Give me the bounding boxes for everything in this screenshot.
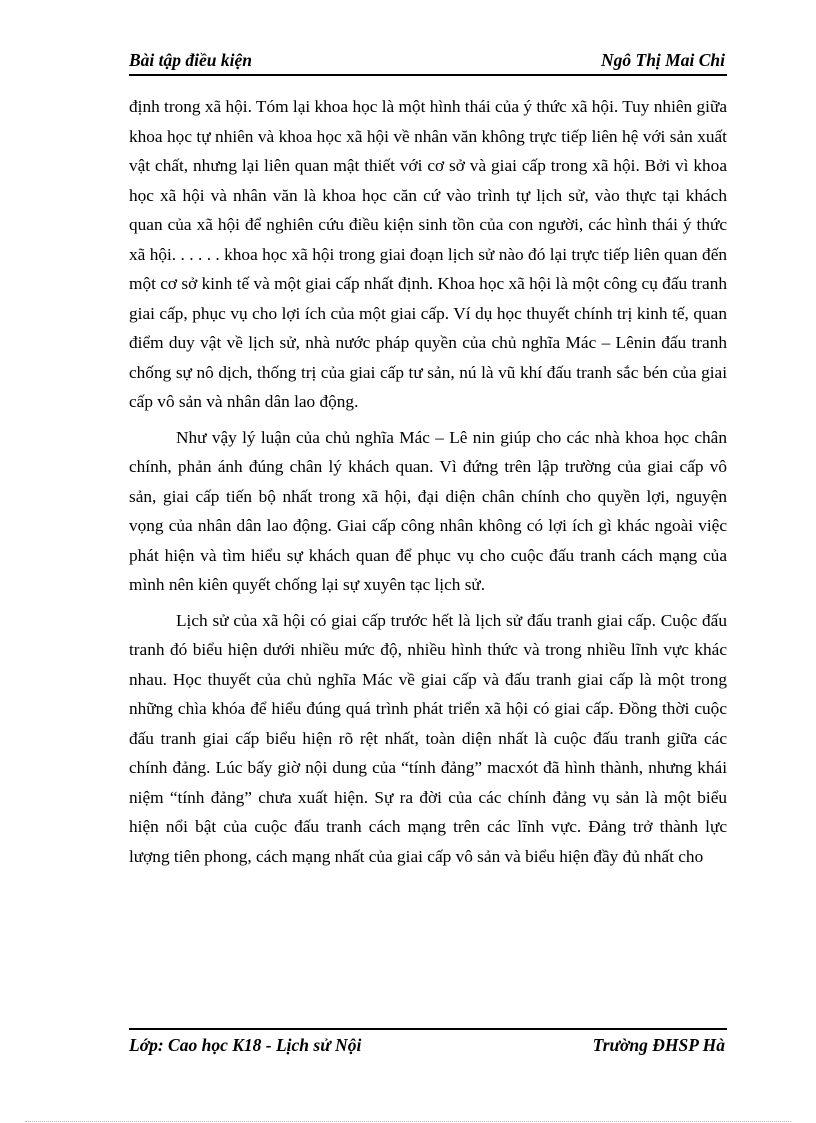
body-paragraph-2: Như vậy lý luận của chủ nghĩa Mác – Lê nin giúp cho các nhà khoa học chân chính, phản ánh đúng chân lý khách quan. Vì đứng trên lập trường của giai cấp vô sản, giai cấp tiến bộ nhất trong xã hội, đại diện chân chính cho quyền lợi, nguyện vọng của nhân dân lao động. Giai cấp công nhân không có lợi ích gì khác ngoài việc phát hiện và tìm hiểu sự khách quan để phục vụ cho cuộc đấu tranh cách mạng của mình nên kiên quyết chống lại sự xuyên tạc lịch sử. bbox=[129, 427, 727, 594]
footer-class-info: Lớp: Cao học K18 - Lịch sử Nội bbox=[129, 1035, 362, 1055]
document-body bbox=[129, 92, 727, 871]
header-author-name: Ngô Thị Mai Chi bbox=[601, 50, 725, 70]
body-paragraph-1: định trong xã hội. Tóm lại khoa học là một hình thái của ý thức xã hội. Tuy nhiên giữa khoa học tự nhiên và khoa học xã hội về nhân văn không trực tiếp liên hệ với sản xuất vật chất, nhưng lại liên quan mật thiết với cơ sở và giai cấp trong xã hội. Bởi vì khoa học xã hội và nhân văn là khoa học căn cứ vào trình tự lịch sử, vào thực tại khách quan của xã hội để nghiên cứu điều kiện sinh tồn của con người, các hình thái ý thức xã hội. . . . . . khoa học xã hội trong giai đoạn lịch sử nào đó lại trực tiếp liên quan đến một cơ sở kinh tế và một giai cấp nhất định. Khoa học xã hội là một công cụ đấu tranh giai cấp, phục vụ cho lợi ích của một giai cấp. Ví dụ học thuyết chính trị kinh tế, quan điểm duy vật về lịch sử, nhà nước pháp quyền của chủ nghĩa Mác – Lênin đấu tranh chống sự nô dịch, thống trị của giai cấp tư sản, nú là vũ khí đấu tranh sắc bén của giai cấp vô sản và nhân dân lao động. bbox=[129, 97, 727, 411]
header-document-title: Bài tập điều kiện bbox=[129, 50, 252, 70]
page-header bbox=[129, 48, 727, 76]
body-paragraph-3: Lịch sử của xã hội có giai cấp trước hết là lịch sử đấu tranh giai cấp. Cuộc đấu tranh đó biểu hiện dưới nhiều mức độ, nhiều hình thức và trong nhiều lĩnh vực khác nhau. Học thuyết của chủ nghĩa Mác về giai cấp và đấu tranh giai cấp là một trong những chìa khóa để hiểu đúng quá trình phát triển xã hội có giai cấp. Đồng thời cuộc đấu tranh giai cấp biểu hiện rõ rệt nhất, toàn diện nhất là cuộc đấu tranh giữa các chính đảng. Lúc bấy giờ nội dung của “tính đảng” macxót đã hình thành, nhưng khái niệm “tính đảng” chưa xuất hiện. Sự ra đời của các chính đảng vụ sản là một biểu hiện nổi bật của cuộc đấu tranh cách mạng trên các lĩnh vực. Đảng trở thành lực lượng tiên phong, cách mạng nhất của giai cấp vô sản và biểu hiện đầy đủ nhất cho bbox=[129, 610, 727, 866]
page-footer bbox=[129, 1028, 727, 1055]
page-bottom-edge bbox=[25, 1121, 791, 1122]
footer-school-name: Trường ĐHSP Hà bbox=[592, 1035, 725, 1055]
